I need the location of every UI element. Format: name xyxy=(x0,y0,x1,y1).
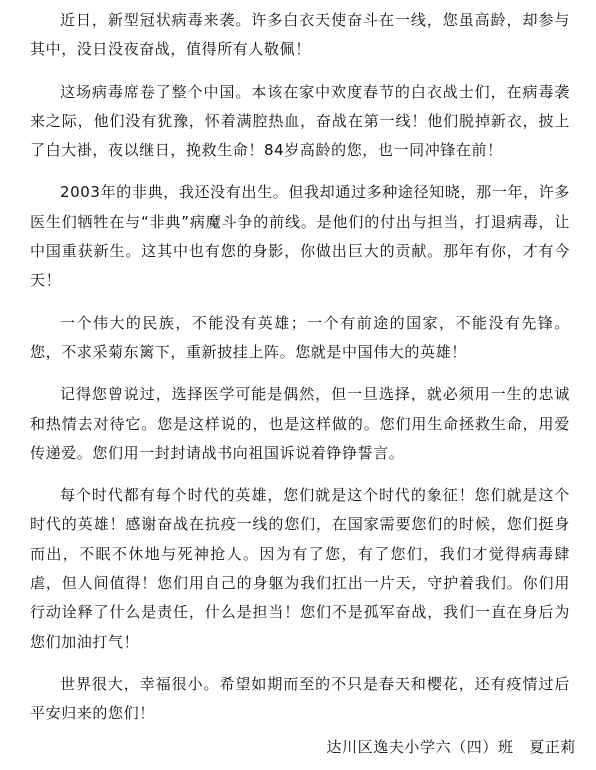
author-signature: 达川区逸夫小学六（四）班 夏正莉 xyxy=(326,738,576,756)
paragraph-4: 一个伟大的民族，不能没有英雄；一个有前途的国家，不能没有先锋。您，不求采菊东篱下，重新披挂上阵。您就是中国伟大的英雄！ xyxy=(30,313,570,361)
paragraph-5: 记得您曾说过，选择医学可能是偶然，但一旦选择，就必须用一生的忠诚和热情去对待它。您是这样说的，也是这样做的。您们用生命拯救生命，用爱传递爱。您们用一封封请战书向祖国诉说着铮铮誓言。 xyxy=(30,385,570,462)
paragraph-3: 2003年的非典，我还没有出生。但我却通过多种途径知晓，那一年，许多医生们牺牲在与“非典”病魔斗争的前线。是他们的付出与担当，打退病毒，让中国重获新生。这其中也有您的身影，你做出巨大的贡献。那年有你，才有今天！ xyxy=(30,183,570,290)
paragraph-7: 世界很大，幸福很小。希望如期而至的不只是春天和樱花，还有疫情过后平安归来的您们！ xyxy=(30,674,570,723)
paragraph-6: 每个时代都有每个时代的英雄，您们就是这个时代的象征！您们就是这个时代的英雄！感谢奋战在抗疫一线的您们，在国家需要您们的时候，您们挺身而出，不眠不休地与死神抢人。因为有了您，有了您们，我们才觉得病毒肆虐，但人间值得！您们用自己的身躯为我们扛出一片天，守护着我们。你们用行动诠释了什么是责任，什么是担当！您们不是孤军奋战，我们一直在身后为您们加油打气！ xyxy=(30,486,570,651)
paragraph-2: 这场病毒席卷了整个中国。本该在家中欢度春节的白衣战士们，在病毒袭来之际，他们没有犹豫，怀着满腔热血，奋战在第一线！他们脱掉新衣，披上了白大褂，夜以继日，挽救生命！84岁高龄的您，也一同冲锋在前！ xyxy=(30,82,570,160)
letter-body xyxy=(30,6,570,742)
paragraph-1: 近日，新型冠状病毒来袭。许多白衣天使奋斗在一线，您虽高龄，却参与其中，没日没夜奋战，值得所有人敬佩！ xyxy=(30,11,570,59)
